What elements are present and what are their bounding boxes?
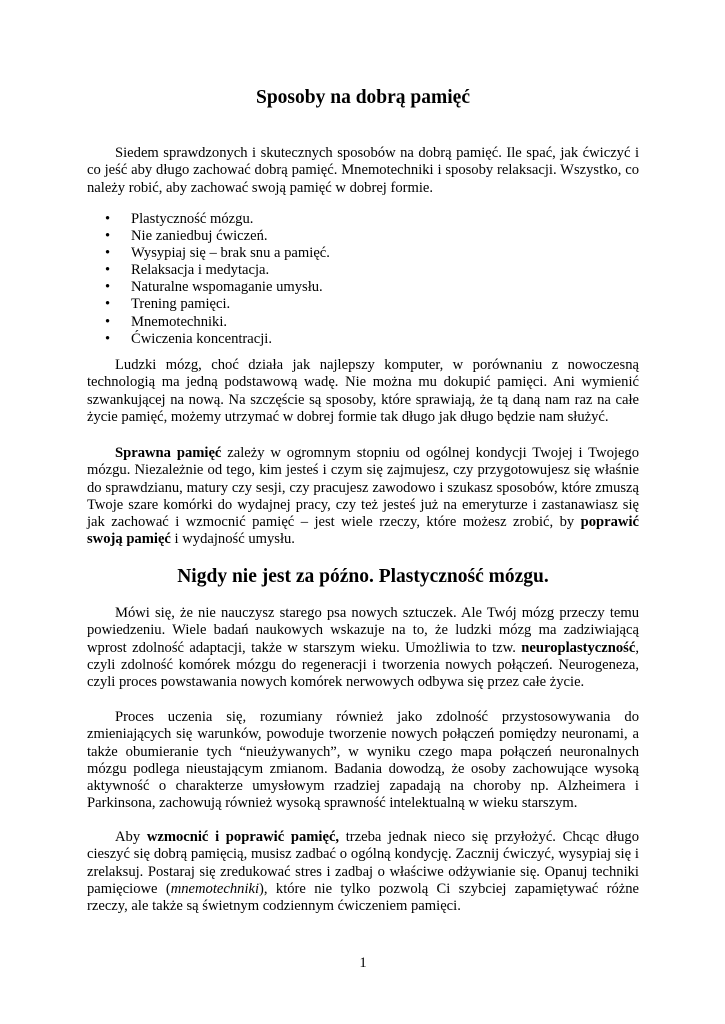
bullet-icon: • (105, 296, 111, 313)
bullet-icon: • (105, 330, 111, 347)
list-item: • Wysypiaj się – brak snu a pamięć. (105, 245, 330, 262)
bullet-icon: • (105, 228, 111, 245)
bullet-icon: • (105, 313, 111, 330)
list-item: • Mnemotechniki. (105, 313, 228, 330)
page-title: Sposoby na dobrą pamięć (255, 87, 470, 108)
list-item: • Plastyczność mózgu. (105, 211, 254, 227)
topics-list (87, 211, 639, 348)
paragraph-efficient-memory: Sprawna pamięć zależy w ogromnym stopniu od ogólnej kondycji Twojej i Twojego mózgu. Niezależnie od tego, kim jesteś i czym się zajmujesz, czy przygotowujesz się właśnie do sprawdzianu, matury czy sesji, czy pracujesz zawodowo i szukasz sposobów, które zmuszą Twoje szare komórki do wydajnej pracy, czy też jesteś już na emeryturze i zastanawiasz się jak zachować i wzmocnić pamięć – jest wiele rzeczy, które możesz zrobić, by poprawić swoją pamięć i wydajność umysłu. (87, 445, 639, 548)
list-item: • Ćwiczenia koncentracji. (105, 330, 273, 347)
list-item: • Nie zaniedbuj ćwiczeń. (105, 228, 268, 245)
bullet-icon: • (105, 211, 111, 227)
intro-paragraph: Siedem sprawdzonych i skutecznych sposobów na dobrą pamięć. Ile spać, jak ćwiczyć i co jeść aby długo zachować dobrą pamięć. Mnemotechniki i sposoby relaksacji. Wszystko, co należy robić, aby zachować swoją pamięć w dobrej formie. (87, 145, 639, 196)
list-item: • Naturalne wspomaganie umysłu. (105, 279, 323, 296)
page-number: 1 (359, 955, 367, 971)
paragraph-brain-computer: Ludzki mózg, choć działa jak najlepszy komputer, w porównaniu z nowoczesną technologią ma jedną podstawową wadę. Nie można mu dokupić pamięci. Ani wymienić szwankującej na nową. Na szczęście są sposoby, które sprawiają, że tą daną nam raz na całe życie pamięć, możemy utrzymać w dobrej formie tak długo jak długo będzie nam służyć. (87, 357, 639, 425)
bullet-icon: • (105, 279, 111, 296)
list-item: • Relaksacja i medytacja. (105, 262, 270, 279)
bullet-icon: • (105, 262, 111, 279)
paragraph-strengthen-memory: Aby wzmocnić i poprawić pamięć, trzeba jednak nieco się przyłożyć. Chcąc długo cieszyć się dobrą pamięcią, musisz zadbać o ogólną kondycję. Zacznij ćwiczyć, wysypiaj się i zrelaksuj. Postaraj się zredukować stres i zadbaj o właściwe odżywianie się. Opanuj techniki pamięciowe (mnemotechniki), które nie tylko pozwolą Ci szybciej zapamiętywać różne rzeczy, ale także są świetnym codziennym ćwiczeniem pamięci. (87, 829, 639, 915)
bullet-icon: • (105, 245, 111, 262)
section-heading: Nigdy nie jest za późno. Plastyczność mózgu. (177, 566, 549, 587)
paragraph-neuroplasticity: Mówi się, że nie nauczysz starego psa nowych sztuczek. Ale Twój mózg przeczy temu powiedzeniu. Wiele badań naukowych wskazuje na to, że ludzki mózg ma zadziwiającą wprost zdolność adaptacji, także w starszym wieku. Umożliwia to tzw. neuroplastyczność, czyli zdolność komórek mózgu do regeneracji i tworzenia nowych połączeń. Neurogeneza, czyli proces powstawania nowych komórek nerwowych odbywa się przez całe życie. (87, 605, 639, 691)
paragraph-learning-process: Proces uczenia się, rozumiany również jako zdolność przystosowywania do zmieniających się warunków, powoduje tworzenie nowych połączeń pomiędzy neuronami, a także obumieranie tych “nieużywanych”, w wyniku czego mapa połączeń neuronalnych mózgu podlega nieustającym zmianom. Badania dowodzą, że osoby zachowujące wysoką aktywność o charakterze umysłowym rzadziej zapadają na choroby np. Alzheimera i Parkinsona, zachowują również wysoką sprawność intelektualną w wieku starszym. (87, 709, 639, 812)
list-item: • Trening pamięci. (105, 296, 231, 313)
